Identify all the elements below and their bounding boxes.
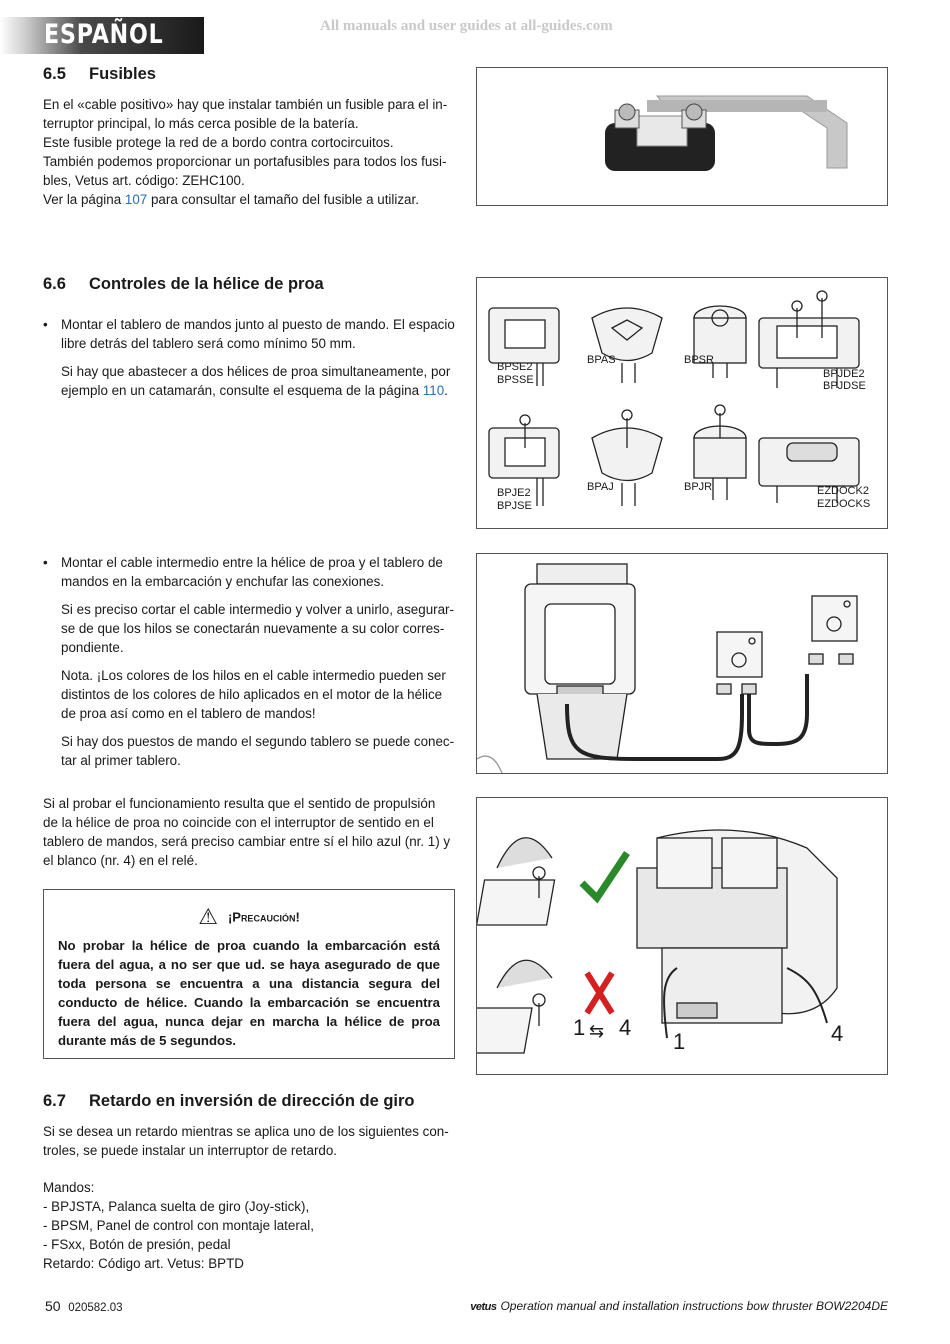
swap-label-1: 1 [573, 1015, 586, 1040]
panel-bpsr [694, 306, 746, 378]
swap-label-4: 4 [619, 1015, 632, 1040]
label-bpjde2: BPJDE2 [823, 368, 865, 380]
watermark: All manuals and user guides at all-guides.com [320, 18, 613, 34]
label-ezdocks: EZDOCKS [817, 498, 871, 510]
label-bpaj: BPAJ [587, 481, 614, 493]
section-6-6-heading: 6.6 Controles de la hélice de proa [43, 275, 324, 293]
wire-label-1: 1 [673, 1029, 686, 1054]
language-label: ESPAÑOL [44, 19, 164, 50]
footer-left [45, 1298, 123, 1314]
cross-icon [587, 973, 612, 1013]
section-6-7-heading: 6.7 Retardo en inversión de dirección de giro [43, 1092, 415, 1110]
label-bpse2: BPSE2 [497, 361, 533, 373]
direction-swap-text: Si al probar el funcionamiento resulta que el sentido de propulsión de la hélice de proa no coincide con el interruptor de sentido en el tablero de mandos, será preciso cambiar entre sí el hilo azul (nr. 1) y el blanco (nr. 4) en el relé. [43, 796, 451, 868]
control-panels-figure [476, 277, 888, 529]
label-bpsr: BPSR [684, 354, 714, 366]
warning-title: ⚠ ¡Precaución! [198, 904, 300, 929]
bullet-panel-mounting: • Montar el tablero de mandos junto al puesto de mando. El espacio libre detrás del tablero será como mínimo 50 mm. Si hay que abastecer a dos hélices de proa simultaneamente, por ejemplo en un catamarán, consulte el esquema de la página 110. [43, 317, 455, 398]
page-link-110[interactable]: 110 [422, 383, 445, 398]
language-tab [0, 17, 204, 54]
page-number: 50 [45, 1298, 61, 1314]
label-bpjr: BPJR [684, 481, 713, 493]
label-bpas: BPAS [587, 354, 616, 366]
section-6-5-text: En el «cable positivo» hay que instalar también un fusible para el in- terruptor principal, lo más cerca posible de la batería. Este fusible protege la red de a bordo contra cortocircuitos. También podemos proporcionar un portafusibles para todos los fusi- bles, Vetus art. código: ZEHC100. Ver la página 107 para consultar el tamaño del fusible a utilizar. [43, 97, 448, 207]
section-6-7-text: Si se desea un retardo mientras se aplica uno de los siguientes con- troles, se puede instalar un interruptor de retardo. Mandos: - BPJSTA, Palanca suelta de giro (Joy-stick), - BPSM, Panel de control con montaje lateral, - FSxx, Botón de presión, pedal Retardo: Código art. Vetus: BPTD [43, 1124, 449, 1271]
wiring-figure [476, 553, 888, 774]
brand-logo: vetus [470, 1301, 497, 1313]
footer-right [470, 1299, 888, 1313]
label-bpjse: BPJSE [497, 500, 532, 512]
doc-code: 020582.03 [68, 1302, 123, 1314]
warning-box [43, 889, 455, 1059]
relay-swap-figure [476, 797, 888, 1075]
label-bpje2: BPJE2 [497, 487, 531, 499]
doc-title: Operation manual and installation instructions bow thruster BOW2204DE [500, 1299, 888, 1313]
warning-text: No probar la hélice de proa cuando la embarcación está fuera del agua, a no ser que ud. se haya asegurado de que toda persona se encuentra a una distancia segura del conducto de hélice. Cuando la embarcación se encuentra fuera del agua, nunca dejar en marcha la hélice de proa durante más de 5 segundos. [58, 938, 440, 1048]
wire-label-4: 4 [831, 1021, 844, 1046]
page-link-107[interactable]: 107 [124, 192, 148, 207]
bullet-intermediate-cable: • Montar el cable intermedio entre la hélice de proa y el tablero de mandos en la embarcación y enchufar las conexiones. Si es preciso cortar el cable intermedio y volver a unirlo, asegurar- se de que los hilos se conectarán nuevamente a su color corres- pondiente. Nota. ¡Los colores de los hilos en el cable intermedio pueden ser distintos de los colores de hilo aplicados en el motor de la hélice de proa así como en el tablero de mandos! Si hay dos puestos de mando el segundo tablero se puede conec- tar al primer tablero. [43, 555, 455, 768]
panel-bpas [592, 308, 662, 383]
fuse-holder-figure [476, 67, 888, 206]
check-icon [582, 853, 627, 898]
label-bpsse: BPSSE [497, 374, 534, 386]
label-ezdock2: EZDOCK2 [817, 485, 869, 497]
label-bpjdse: BPJDSE [823, 380, 866, 392]
warning-triangle-icon: ⚠ [198, 904, 218, 929]
section-6-5-heading: 6.5 Fusibles [43, 65, 156, 83]
swap-arrows-icon: ⇆ [589, 1021, 605, 1041]
